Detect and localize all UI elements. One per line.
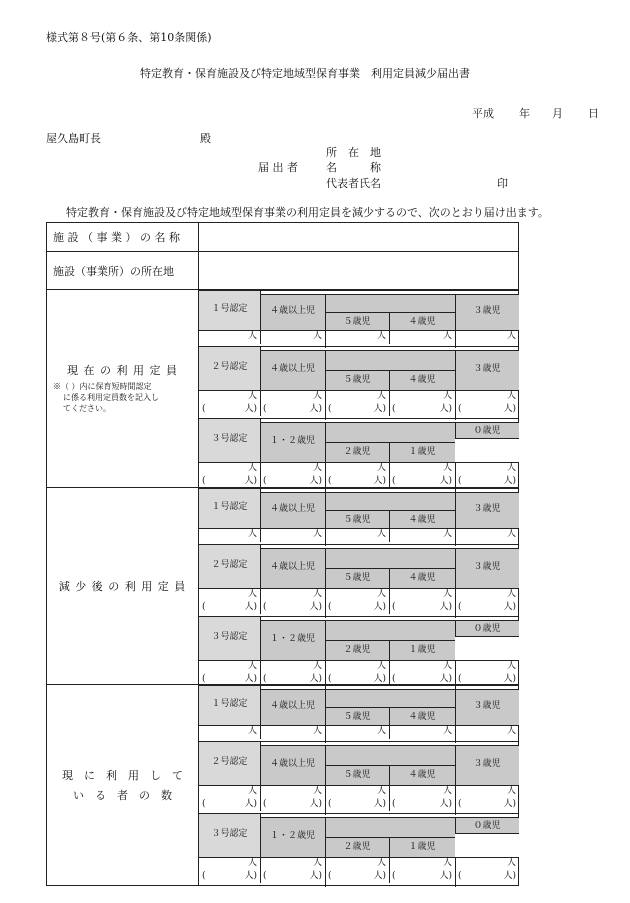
users-c3-unit-4: 人 bbox=[506, 858, 516, 869]
current-c2-mid-line bbox=[325, 370, 455, 371]
users-c2-unit-0: 人 bbox=[247, 786, 257, 797]
current-capacity-text: 現 在 の 利 用 定 員 bbox=[67, 364, 178, 378]
users-c1-unit-1: 人 bbox=[312, 726, 322, 737]
after-c3-paren-close-0: 人) bbox=[244, 673, 257, 684]
after-c2-unit-2: 人 bbox=[376, 588, 386, 599]
after-c3-vline-0 bbox=[260, 616, 261, 686]
recipient-name: 屋久島町長 bbox=[46, 132, 101, 145]
current-c3-vline-0 bbox=[260, 418, 261, 488]
current-c1-age-c: ３歳児 bbox=[473, 306, 501, 317]
users-c1-unit-3: 人 bbox=[442, 726, 452, 737]
current-c2-paren-close-0: 人) bbox=[244, 404, 257, 415]
after-c2-vline-1 bbox=[325, 548, 326, 618]
current-c3-paren-open-4: ( bbox=[458, 476, 462, 487]
after-c1-age-group: ４歳以上児 bbox=[269, 503, 315, 514]
facility-address-field[interactable] bbox=[199, 252, 519, 290]
after-c1-block bbox=[199, 488, 518, 542]
after-c1-mid-line bbox=[325, 510, 455, 511]
facility-address-label bbox=[47, 252, 199, 290]
users-c1-block bbox=[199, 685, 518, 739]
after-c2-header-bottom bbox=[199, 588, 519, 589]
after-capacity-text: 減 少 後 の 利 用 定 員 bbox=[58, 580, 187, 594]
users-c3-inner-top bbox=[260, 817, 519, 818]
current-capacity-label bbox=[47, 290, 199, 488]
users-c3-paren-open-3: ( bbox=[392, 871, 396, 882]
after-c2-paren-open-4: ( bbox=[458, 601, 462, 612]
after-c3-age-group: １・２歳児 bbox=[269, 633, 315, 644]
users-c1-cert-label: １号認定 bbox=[211, 699, 248, 710]
users-c1-age-c: ３歳児 bbox=[473, 701, 501, 712]
after-c1-vline-0 bbox=[260, 488, 261, 542]
after-c2-paren-close-1: 人) bbox=[309, 601, 322, 612]
current-c1-unit-3: 人 bbox=[442, 331, 452, 342]
after-c3-mid-line bbox=[325, 640, 455, 641]
after-c2-vline-2 bbox=[455, 548, 456, 618]
users-c3-block bbox=[199, 813, 518, 883]
after-c3-paren-open-1: ( bbox=[263, 673, 267, 684]
after-c1-top-line bbox=[199, 488, 519, 489]
date-month: 月 bbox=[552, 107, 563, 120]
after-c3-paren-open-4: ( bbox=[458, 673, 462, 684]
row-facility-name bbox=[47, 223, 519, 252]
users-c2-top-line bbox=[199, 741, 519, 742]
applicant-rep-label: 代表者氏名 bbox=[326, 177, 381, 190]
after-c1-unit-0: 人 bbox=[247, 528, 257, 539]
users-c3-paren-close-0: 人) bbox=[244, 871, 257, 882]
users-c2-vline-2 bbox=[455, 745, 456, 815]
after-c3-paren-open-3: ( bbox=[392, 673, 396, 684]
current-c3-age-c: ０歳児 bbox=[473, 426, 501, 437]
users-c2-paren-close-0: 人) bbox=[244, 799, 257, 810]
after-c1-header-bottom bbox=[199, 528, 519, 529]
current-c2-unit-4: 人 bbox=[506, 391, 516, 402]
current-c1-mid-line bbox=[325, 312, 455, 313]
date-year: 年 bbox=[519, 107, 530, 120]
users-c3-unit-3: 人 bbox=[442, 858, 452, 869]
current-c3-unit-4: 人 bbox=[506, 463, 516, 474]
current-c2-unit-2: 人 bbox=[376, 391, 386, 402]
current-c2-inner-top bbox=[260, 350, 519, 351]
users-c3-age0-blank bbox=[455, 834, 519, 857]
current-c3-age0-blank bbox=[455, 439, 519, 462]
users-c3-paren-open-1: ( bbox=[263, 871, 267, 882]
users-c1-vline-0 bbox=[260, 685, 261, 739]
after-c2-paren-open-0: ( bbox=[202, 601, 206, 612]
after-c3-unit-0: 人 bbox=[247, 660, 257, 671]
current-c1-age-a: ５歳児 bbox=[343, 317, 371, 328]
users-c3-paren-close-4: 人) bbox=[503, 871, 516, 882]
users-c2-unit-3: 人 bbox=[442, 786, 452, 797]
users-c3-cert-label: ３号認定 bbox=[211, 829, 248, 840]
after-c3-age0-blank bbox=[455, 637, 519, 660]
after-c2-paren-open-2: ( bbox=[328, 601, 332, 612]
users-c2-age-a: ５歳児 bbox=[343, 770, 371, 781]
current-c3-block bbox=[199, 418, 518, 488]
current-c1-age-group: ４歳以上児 bbox=[269, 306, 315, 317]
after-c3-block bbox=[199, 616, 518, 686]
current-c1-inner-top bbox=[260, 294, 519, 295]
current-c3-vline-1 bbox=[325, 422, 326, 492]
users-c2-age-c: ３歳児 bbox=[473, 759, 501, 770]
intro-text: 特定教育・保育施設及び特定地域型保育事業の利用定員を減少するので、次のとおり届け出ます。 bbox=[66, 206, 549, 219]
current-c2-paren-open-4: ( bbox=[458, 404, 462, 415]
after-c2-unit-3: 人 bbox=[442, 588, 452, 599]
users-c2-block bbox=[199, 741, 518, 811]
users-c2-paren-open-2: ( bbox=[328, 799, 332, 810]
current-c1-vline-0 bbox=[260, 290, 261, 344]
after-c3-unit-3: 人 bbox=[442, 660, 452, 671]
after-c2-age-b: ４歳児 bbox=[408, 572, 436, 583]
after-c3-unit-2: 人 bbox=[376, 660, 386, 671]
current-note-line-3: てください。 bbox=[63, 404, 111, 414]
current-c3-unit-2: 人 bbox=[376, 463, 386, 474]
users-c3-paren-close-3: 人) bbox=[439, 871, 452, 882]
after-c3-paren-close-1: 人) bbox=[309, 673, 322, 684]
current-c1-vline-2 bbox=[455, 294, 456, 348]
users-c3-age-b: １歳児 bbox=[408, 842, 436, 853]
current-c3-paren-open-0: ( bbox=[202, 476, 206, 487]
users-c1-vline-mid bbox=[389, 707, 390, 739]
after-c3-unit-4: 人 bbox=[506, 660, 516, 671]
users-c2-paren-close-1: 人) bbox=[309, 799, 322, 810]
users-c2-mid-line bbox=[325, 765, 455, 766]
current-c3-top-line bbox=[199, 418, 519, 419]
current-c2-vline-1 bbox=[325, 350, 326, 420]
after-c3-age-a: ２歳児 bbox=[343, 644, 371, 655]
after-c3-inner-top bbox=[260, 620, 519, 621]
after-c3-paren-close-3: 人) bbox=[439, 673, 452, 684]
current-c2-paren-open-1: ( bbox=[263, 404, 267, 415]
users-c3-paren-close-2: 人) bbox=[373, 871, 386, 882]
current-capacity-grid bbox=[199, 290, 519, 488]
current-note-line-1: ※（ ）内に保育短時間認定 bbox=[53, 382, 152, 392]
users-c2-vline-0 bbox=[260, 741, 261, 811]
current-c2-unit-0: 人 bbox=[247, 391, 257, 402]
current-c3-unit-0: 人 bbox=[247, 463, 257, 474]
users-c2-inner-top bbox=[260, 745, 519, 746]
row-current-capacity bbox=[47, 290, 519, 488]
users-c3-paren-close-1: 人) bbox=[309, 871, 322, 882]
current-c1-cert-label: １号認定 bbox=[211, 304, 248, 315]
current-c3-paren-open-3: ( bbox=[392, 476, 396, 487]
after-c3-header-bottom bbox=[199, 660, 519, 661]
users-c3-vline-0 bbox=[260, 813, 261, 883]
after-c2-top-line bbox=[199, 544, 519, 545]
after-c3-vline-1 bbox=[325, 620, 326, 690]
users-c3-age-a: ２歳児 bbox=[343, 842, 371, 853]
current-c2-age-c: ３歳児 bbox=[473, 364, 501, 375]
after-capacity-grid bbox=[199, 487, 519, 685]
users-c1-age-b: ４歳児 bbox=[408, 712, 436, 723]
users-c2-paren-close-3: 人) bbox=[439, 799, 452, 810]
current-c1-vline-mid bbox=[389, 312, 390, 344]
current-c1-age-b: ４歳児 bbox=[408, 317, 436, 328]
users-c1-age-a: ５歳児 bbox=[343, 712, 371, 723]
after-c1-inner-top bbox=[260, 492, 519, 493]
after-c2-age-c: ３歳児 bbox=[473, 561, 501, 572]
users-c1-age-group: ４歳以上児 bbox=[269, 701, 315, 712]
form-number: 様式第８号(第６条、第10条関係) bbox=[46, 31, 212, 44]
after-c1-unit-1: 人 bbox=[312, 528, 322, 539]
after-c1-age-b: ４歳児 bbox=[408, 514, 436, 525]
current-c2-paren-close-1: 人) bbox=[309, 404, 322, 415]
users-c2-vline-1 bbox=[325, 745, 326, 815]
after-c3-cert-label: ３号認定 bbox=[211, 631, 248, 642]
current-c1-block bbox=[199, 290, 518, 344]
users-c1-header-bottom bbox=[199, 725, 519, 726]
after-c1-unit-4: 人 bbox=[506, 528, 516, 539]
users-c1-unit-4: 人 bbox=[506, 726, 516, 737]
after-c1-vline-2 bbox=[455, 492, 456, 546]
current-c3-mid-line bbox=[325, 442, 455, 443]
current-c2-vline-0 bbox=[260, 346, 261, 416]
users-c1-top-line bbox=[199, 685, 519, 686]
row-after-capacity bbox=[47, 487, 519, 685]
facility-name-label bbox=[47, 223, 199, 252]
after-c2-paren-close-4: 人) bbox=[503, 601, 516, 612]
users-c3-unit-0: 人 bbox=[247, 858, 257, 869]
current-c3-paren-close-0: 人) bbox=[244, 476, 257, 487]
current-c2-age-b: ４歳児 bbox=[408, 375, 436, 386]
after-c3-paren-close-2: 人) bbox=[373, 673, 386, 684]
users-c2-paren-open-0: ( bbox=[202, 799, 206, 810]
current-c2-block bbox=[199, 346, 518, 416]
current-c2-vline-2 bbox=[455, 350, 456, 420]
after-c3-age-b: １歳児 bbox=[408, 644, 436, 655]
after-c2-paren-open-1: ( bbox=[263, 601, 267, 612]
users-c3-paren-open-4: ( bbox=[458, 871, 462, 882]
after-c3-paren-open-2: ( bbox=[328, 673, 332, 684]
current-c2-paren-close-2: 人) bbox=[373, 404, 386, 415]
after-c1-unit-2: 人 bbox=[376, 528, 386, 539]
current-c1-top-line bbox=[199, 290, 519, 291]
current-c3-paren-close-3: 人) bbox=[439, 476, 452, 487]
current-users-text-1: 現 に 利 用 し て bbox=[62, 769, 183, 783]
capacity-table bbox=[46, 222, 519, 886]
users-c1-vline-2 bbox=[455, 689, 456, 743]
date-era: 平成 bbox=[472, 107, 494, 120]
facility-name-text: 施 設 （ 事 業 ） の 名 称 bbox=[53, 231, 180, 245]
current-c1-unit-4: 人 bbox=[506, 331, 516, 342]
users-c1-unit-2: 人 bbox=[376, 726, 386, 737]
after-c2-block bbox=[199, 544, 518, 614]
users-c3-unit-2: 人 bbox=[376, 858, 386, 869]
current-c3-age-a: ２歳児 bbox=[343, 447, 371, 458]
users-c3-age-c: ０歳児 bbox=[473, 821, 501, 832]
current-c3-inner-top bbox=[260, 422, 519, 423]
date-day: 日 bbox=[588, 107, 599, 120]
users-c2-paren-close-4: 人) bbox=[503, 799, 516, 810]
users-c2-paren-open-1: ( bbox=[263, 799, 267, 810]
recipient-honorific: 殿 bbox=[200, 132, 211, 145]
after-c2-unit-0: 人 bbox=[247, 588, 257, 599]
users-c1-unit-0: 人 bbox=[247, 726, 257, 737]
current-c3-unit-3: 人 bbox=[442, 463, 452, 474]
after-c2-paren-close-0: 人) bbox=[244, 601, 257, 612]
current-c1-unit-1: 人 bbox=[312, 331, 322, 342]
current-c1-header-bottom bbox=[199, 330, 519, 331]
current-c2-top-line bbox=[199, 346, 519, 347]
current-c2-unit-1: 人 bbox=[312, 391, 322, 402]
current-c2-age-a: ５歳児 bbox=[343, 375, 371, 386]
applicant-name-label: 名 称 bbox=[326, 161, 381, 174]
current-c2-paren-open-0: ( bbox=[202, 404, 206, 415]
users-c2-header-bottom bbox=[199, 785, 519, 786]
users-c2-age-group: ４歳以上児 bbox=[269, 759, 315, 770]
users-c1-mid-line bbox=[325, 707, 455, 708]
users-c3-mid-line bbox=[325, 837, 455, 838]
users-c1-inner-top bbox=[260, 689, 519, 690]
row-current-users bbox=[47, 685, 519, 886]
current-c3-unit-1: 人 bbox=[312, 463, 322, 474]
after-capacity-label bbox=[47, 487, 199, 685]
after-c2-unit-1: 人 bbox=[312, 588, 322, 599]
document-title: 特定教育・保育施設及び特定地域型保育事業 利用定員減少届出書 bbox=[140, 67, 470, 80]
users-c3-paren-open-0: ( bbox=[202, 871, 206, 882]
users-c3-age-group: １・２歳児 bbox=[269, 831, 315, 842]
after-c2-paren-close-3: 人) bbox=[439, 601, 452, 612]
seal-mark: 印 bbox=[497, 177, 508, 190]
after-c1-cert-label: １号認定 bbox=[211, 501, 248, 512]
users-c2-unit-4: 人 bbox=[506, 786, 516, 797]
after-c2-unit-4: 人 bbox=[506, 588, 516, 599]
current-c3-age-b: １歳児 bbox=[408, 447, 436, 458]
current-c2-age-group: ４歳以上児 bbox=[269, 364, 315, 375]
after-c3-age-c: ０歳児 bbox=[473, 623, 501, 634]
facility-address-text: 施設（事業所）の所在地 bbox=[53, 264, 174, 278]
users-c3-vline-1 bbox=[325, 817, 326, 887]
after-c2-inner-top bbox=[260, 548, 519, 549]
users-c2-paren-close-2: 人) bbox=[373, 799, 386, 810]
after-c2-mid-line bbox=[325, 568, 455, 569]
users-c2-age-b: ４歳児 bbox=[408, 770, 436, 781]
users-c3-top-line bbox=[199, 813, 519, 814]
current-users-label bbox=[47, 685, 199, 886]
current-c3-paren-open-2: ( bbox=[328, 476, 332, 487]
current-c3-paren-close-2: 人) bbox=[373, 476, 386, 487]
after-c2-cert-label: ２号認定 bbox=[211, 559, 248, 570]
users-c3-paren-open-2: ( bbox=[328, 871, 332, 882]
users-c2-cert-label: ２号認定 bbox=[211, 757, 248, 768]
current-c3-cert-label: ３号認定 bbox=[211, 434, 248, 445]
current-c3-age-group: １・２歳児 bbox=[269, 436, 315, 447]
after-c1-age-a: ５歳児 bbox=[343, 514, 371, 525]
users-c2-unit-1: 人 bbox=[312, 786, 322, 797]
after-c3-top-line bbox=[199, 616, 519, 617]
after-c2-age-a: ５歳児 bbox=[343, 572, 371, 583]
users-c3-unit-1: 人 bbox=[312, 858, 322, 869]
facility-name-field[interactable] bbox=[199, 223, 519, 252]
after-c2-age-group: ４歳以上児 bbox=[269, 561, 315, 572]
current-c3-paren-open-1: ( bbox=[263, 476, 267, 487]
applicant-address-label: 所 在 地 bbox=[326, 146, 381, 159]
current-c3-paren-close-1: 人) bbox=[309, 476, 322, 487]
current-c2-unit-3: 人 bbox=[442, 391, 452, 402]
current-c3-header-bottom bbox=[199, 462, 519, 463]
after-c3-paren-close-4: 人) bbox=[503, 673, 516, 684]
users-c2-paren-open-4: ( bbox=[458, 799, 462, 810]
after-c3-paren-open-0: ( bbox=[202, 673, 206, 684]
current-c2-header-bottom bbox=[199, 390, 519, 391]
users-c3-header-bottom bbox=[199, 857, 519, 858]
current-c2-cert-label: ２号認定 bbox=[211, 362, 248, 373]
after-c2-paren-close-2: 人) bbox=[373, 601, 386, 612]
current-note-line-2: に係る利用定員数を記入し bbox=[63, 393, 159, 403]
row-facility-address bbox=[47, 252, 519, 290]
current-users-text-2: い る 者 の 数 bbox=[73, 789, 172, 803]
after-c2-vline-0 bbox=[260, 544, 261, 614]
current-c2-paren-close-3: 人) bbox=[439, 404, 452, 415]
current-users-grid bbox=[199, 685, 519, 886]
current-c2-paren-open-3: ( bbox=[392, 404, 396, 415]
current-c1-unit-0: 人 bbox=[247, 331, 257, 342]
current-c2-paren-close-4: 人) bbox=[503, 404, 516, 415]
current-c3-paren-close-4: 人) bbox=[503, 476, 516, 487]
after-c3-unit-1: 人 bbox=[312, 660, 322, 671]
users-c2-paren-open-3: ( bbox=[392, 799, 396, 810]
users-c2-unit-2: 人 bbox=[376, 786, 386, 797]
after-c1-unit-3: 人 bbox=[442, 528, 452, 539]
current-c2-paren-open-2: ( bbox=[328, 404, 332, 415]
after-c2-paren-open-3: ( bbox=[392, 601, 396, 612]
after-c1-vline-mid bbox=[389, 510, 390, 542]
current-c1-unit-2: 人 bbox=[376, 331, 386, 342]
after-c1-age-c: ３歳児 bbox=[473, 503, 501, 514]
applicant-label: 届 出 者 bbox=[258, 161, 298, 174]
